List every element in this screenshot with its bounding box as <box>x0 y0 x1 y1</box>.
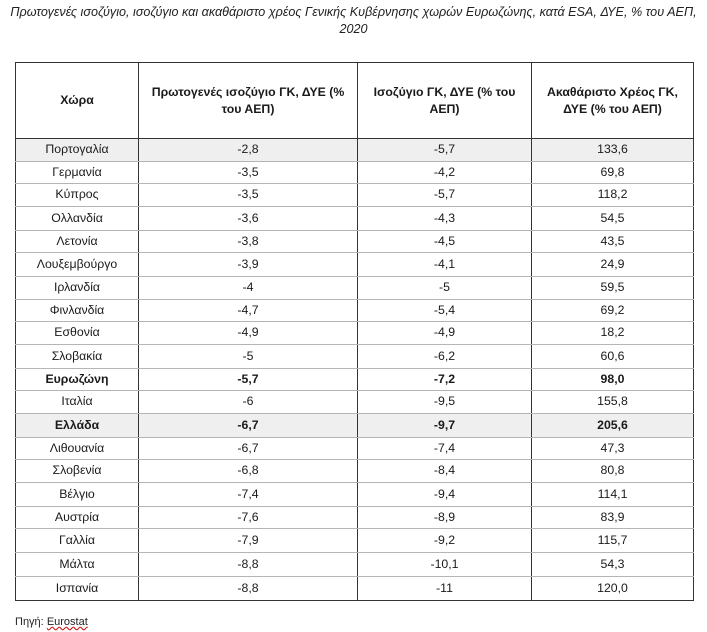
cell-balance: -9,5 <box>358 391 532 414</box>
table-row <box>16 460 694 483</box>
cell-debt: 43,5 <box>532 230 694 253</box>
cell-country: Σλοβακία <box>16 344 139 368</box>
table-row <box>16 482 694 506</box>
cell-country: Λετονία <box>16 230 139 253</box>
table-row <box>16 299 694 322</box>
cell-debt: 120,0 <box>532 577 694 601</box>
cell-debt: 59,5 <box>532 277 694 300</box>
table-row <box>16 344 694 368</box>
cell-debt: 114,1 <box>532 482 694 506</box>
cell-country: Ελλάδα <box>16 413 139 437</box>
cell-primary: -4,9 <box>139 322 358 345</box>
cell-country: Ισπανία <box>16 577 139 601</box>
cell-primary: -3,9 <box>139 253 358 277</box>
cell-country: Λουξεμβούργο <box>16 253 139 277</box>
table-row <box>16 413 694 437</box>
cell-debt: 83,9 <box>532 506 694 529</box>
cell-balance: -5,4 <box>358 299 532 322</box>
cell-country: Εσθονία <box>16 322 139 345</box>
cell-balance: -5 <box>358 277 532 300</box>
cell-debt: 60,6 <box>532 344 694 368</box>
source-link[interactable]: Eurostat <box>46 616 88 628</box>
cell-country: Μάλτα <box>16 553 139 577</box>
table-row <box>16 277 694 300</box>
cell-primary: -2,8 <box>139 139 358 162</box>
cell-balance: -6,2 <box>358 344 532 368</box>
table-row <box>16 529 694 553</box>
cell-primary: -8,8 <box>139 553 358 577</box>
cell-debt: 118,2 <box>532 184 694 207</box>
cell-primary: -6,7 <box>139 437 358 460</box>
cell-debt: 24,9 <box>532 253 694 277</box>
cell-debt: 18,2 <box>532 322 694 345</box>
cell-primary: -3,6 <box>139 206 358 230</box>
page-title: Πρωτογενές ισοζύγιο, ισοζύγιο και ακαθάριστο χρέος Γενικής Κυβέρνησης χωρών Ευρωζώνης, κατά ESA, ΔΥΕ, % του ΑΕΠ, 2020 <box>10 5 697 36</box>
cell-country: Κύπρος <box>16 184 139 207</box>
cell-balance: -11 <box>358 577 532 601</box>
cell-country: Βέλγιο <box>16 482 139 506</box>
table-row <box>16 368 694 391</box>
cell-debt: 54,3 <box>532 553 694 577</box>
cell-primary: -7,4 <box>139 482 358 506</box>
table-row <box>16 139 694 162</box>
cell-primary: -6 <box>139 391 358 414</box>
table-row <box>16 253 694 277</box>
cell-balance: -7,2 <box>358 368 532 391</box>
cell-country: Ιρλανδία <box>16 277 139 300</box>
cell-debt: 115,7 <box>532 529 694 553</box>
cell-country: Ευρωζώνη <box>16 368 139 391</box>
cell-debt: 54,5 <box>532 206 694 230</box>
cell-debt: 133,6 <box>532 139 694 162</box>
cell-balance: -9,2 <box>358 529 532 553</box>
table-row <box>16 506 694 529</box>
cell-country: Σλοβενία <box>16 460 139 483</box>
table-row <box>16 230 694 253</box>
cell-primary: -6,8 <box>139 460 358 483</box>
cell-primary: -3,8 <box>139 230 358 253</box>
header-primary-balance: Πρωτογενές ισοζύγιο ΓΚ, ΔΥΕ (% του ΑΕΠ) <box>139 63 358 139</box>
cell-primary: -8,8 <box>139 577 358 601</box>
source-label: Πηγή: <box>15 616 44 628</box>
cell-balance: -4,5 <box>358 230 532 253</box>
cell-balance: -8,9 <box>358 506 532 529</box>
cell-balance: -4,1 <box>358 253 532 277</box>
table-row <box>16 577 694 601</box>
cell-balance: -4,3 <box>358 206 532 230</box>
table-row <box>16 553 694 577</box>
cell-country: Φινλανδία <box>16 299 139 322</box>
table-row <box>16 184 694 207</box>
cell-debt: 69,8 <box>532 161 694 184</box>
table-row <box>16 437 694 460</box>
cell-balance: -4,9 <box>358 322 532 345</box>
cell-primary: -7,9 <box>139 529 358 553</box>
cell-primary: -4,7 <box>139 299 358 322</box>
cell-primary: -5,7 <box>139 368 358 391</box>
cell-balance: -7,4 <box>358 437 532 460</box>
cell-balance: -5,7 <box>358 184 532 207</box>
cell-debt: 98,0 <box>532 368 694 391</box>
table-row <box>16 391 694 414</box>
cell-country: Γαλλία <box>16 529 139 553</box>
cell-primary: -6,7 <box>139 413 358 437</box>
fiscal-data-table <box>15 62 694 601</box>
cell-balance: -10,1 <box>358 553 532 577</box>
cell-debt: 47,3 <box>532 437 694 460</box>
cell-balance: -9,7 <box>358 413 532 437</box>
header-balance: Ισοζύγιο ΓΚ, ΔΥΕ (% του ΑΕΠ) <box>358 63 532 139</box>
cell-balance: -9,4 <box>358 482 532 506</box>
cell-primary: -3,5 <box>139 161 358 184</box>
cell-country: Πορτογαλία <box>16 139 139 162</box>
source-note <box>15 616 88 628</box>
cell-country: Ολλανδία <box>16 206 139 230</box>
cell-balance: -4,2 <box>358 161 532 184</box>
cell-primary: -3,5 <box>139 184 358 207</box>
cell-country: Λιθουανία <box>16 437 139 460</box>
cell-primary: -7,6 <box>139 506 358 529</box>
cell-debt: 155,8 <box>532 391 694 414</box>
cell-debt: 80,8 <box>532 460 694 483</box>
cell-debt: 69,2 <box>532 299 694 322</box>
table-row <box>16 322 694 345</box>
header-gross-debt: Ακαθάριστο Χρέος ΓΚ, ΔΥΕ (% του ΑΕΠ) <box>532 63 694 139</box>
table-row <box>16 161 694 184</box>
cell-country: Γερμανία <box>16 161 139 184</box>
cell-primary: -5 <box>139 344 358 368</box>
table-header-row <box>16 63 694 139</box>
cell-primary: -4 <box>139 277 358 300</box>
table-row <box>16 206 694 230</box>
cell-debt: 205,6 <box>532 413 694 437</box>
header-country: Χώρα <box>16 63 139 139</box>
cell-balance: -8,4 <box>358 460 532 483</box>
cell-country: Αυστρία <box>16 506 139 529</box>
cell-country: Ιταλία <box>16 391 139 414</box>
cell-balance: -5,7 <box>358 139 532 162</box>
